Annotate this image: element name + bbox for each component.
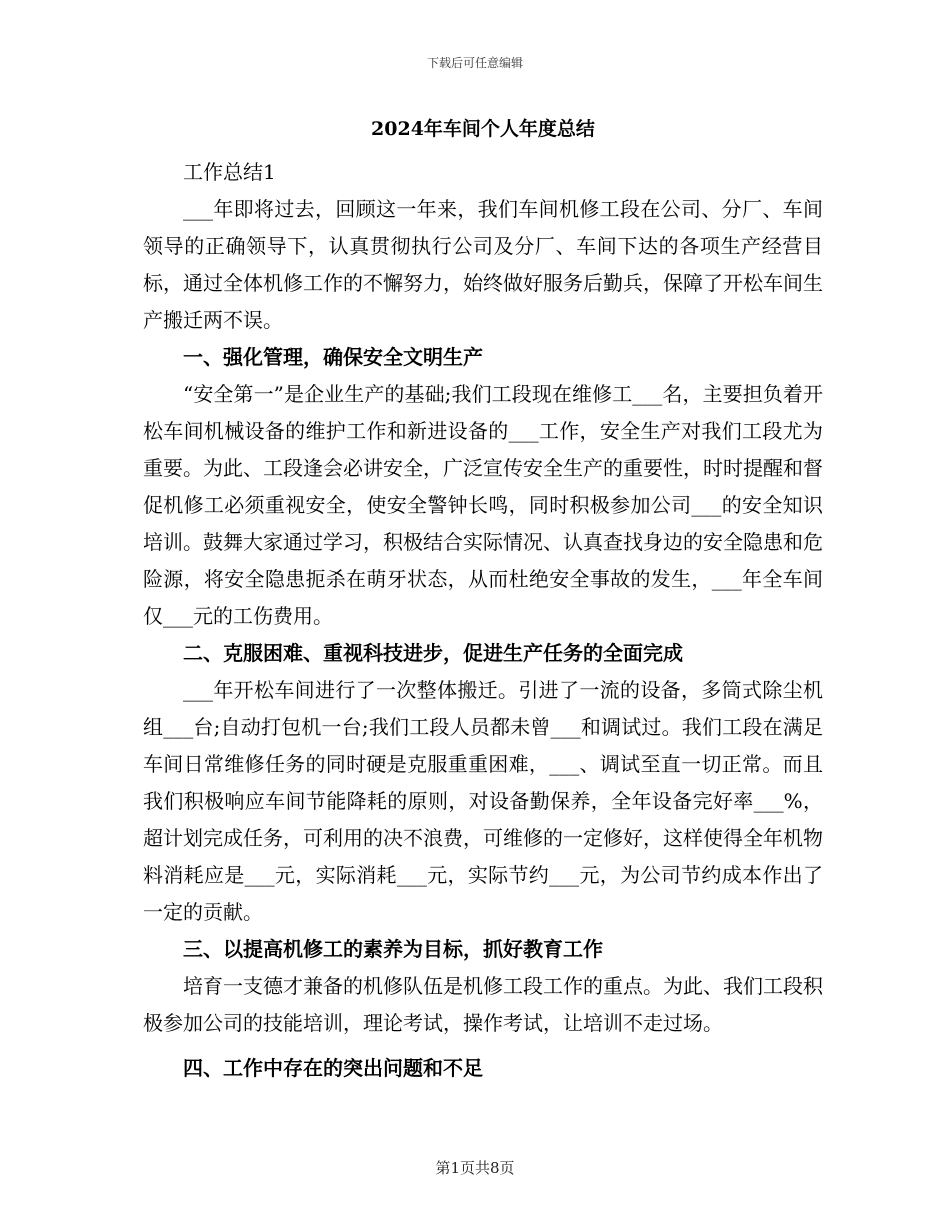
section-heading-3: 三、以提高机修工的素养为目标，抓好教育工作 <box>183 937 603 961</box>
section-heading-1: 一、强化管理，确保安全文明生产 <box>183 345 483 369</box>
section-label: 工作总结1 <box>183 160 276 184</box>
section-heading-4: 四、工作中存在的突出问题和不足 <box>183 1056 483 1080</box>
section-body-3: 培育一支德才兼备的机修队伍是机修工段工作的重点。为此、我们工段积极参加公司的技能培训，理论考试，操作考试，让培训不走过场。 <box>143 974 823 1035</box>
page-number: 第1页共8页 <box>435 1159 515 1177</box>
section-body-2: ___年开松车间进行了一次整体搬迁。引进了一流的设备，多筒式除尘机组___台;自动打包机一台;我们工段人员都未曾___和调试过。我们工段在满足车间日常维修任务的同时硬是克服重重困难，___、调试至直一切正常。而且我们积极响应车间节能降耗的原则，对设备勤保养，全年设备完好率___%，超计划完成任务，可利用的决不浪费，可维修的一定修好，这样使得全年机物料消耗应是___元，实际消耗___元，实际节约___元，为公司节约成本作出了一定的贡献。 <box>143 678 823 924</box>
section-body-1: “安全第一”是企业生产的基础;我们工段现在维修工___名，主要担负着开松车间机械设备的维护工作和新进设备的___工作，安全生产对我们工段尤为重要。为此、工段逢会必讲安全，广泛宣传安全生产的重要性，时时提醒和督促机修工必须重视安全，使安全警钟长鸣，同时积极参加公司___的安全知识培训。鼓舞大家通过学习，积极结合实际情况、认真查找身边的安全隐患和危险源，将安全隐患扼杀在萌牙状态，从而杜绝安全事故的发生，___年全车间仅___元的工伤费用。 <box>143 382 823 628</box>
section-heading-2: 二、克服困难、重视科技进步，促进生产任务的全面完成 <box>183 641 683 665</box>
document-title: 2024年车间个人年度总结 <box>371 118 595 140</box>
document-body <box>143 114 823 1087</box>
page-header-note: 下载后可任意编辑 <box>426 56 523 70</box>
intro-paragraph: ___年即将过去，回顾这一年来，我们车间机修工段在公司、分厂、车间领导的正确领导下，认真贯彻执行公司及分厂、车间下达的各项生产经营目标，通过全体机修工作的不懈努力，始终做好服务后勤兵，保障了开松车间生产搬迁两不误。 <box>143 197 823 332</box>
